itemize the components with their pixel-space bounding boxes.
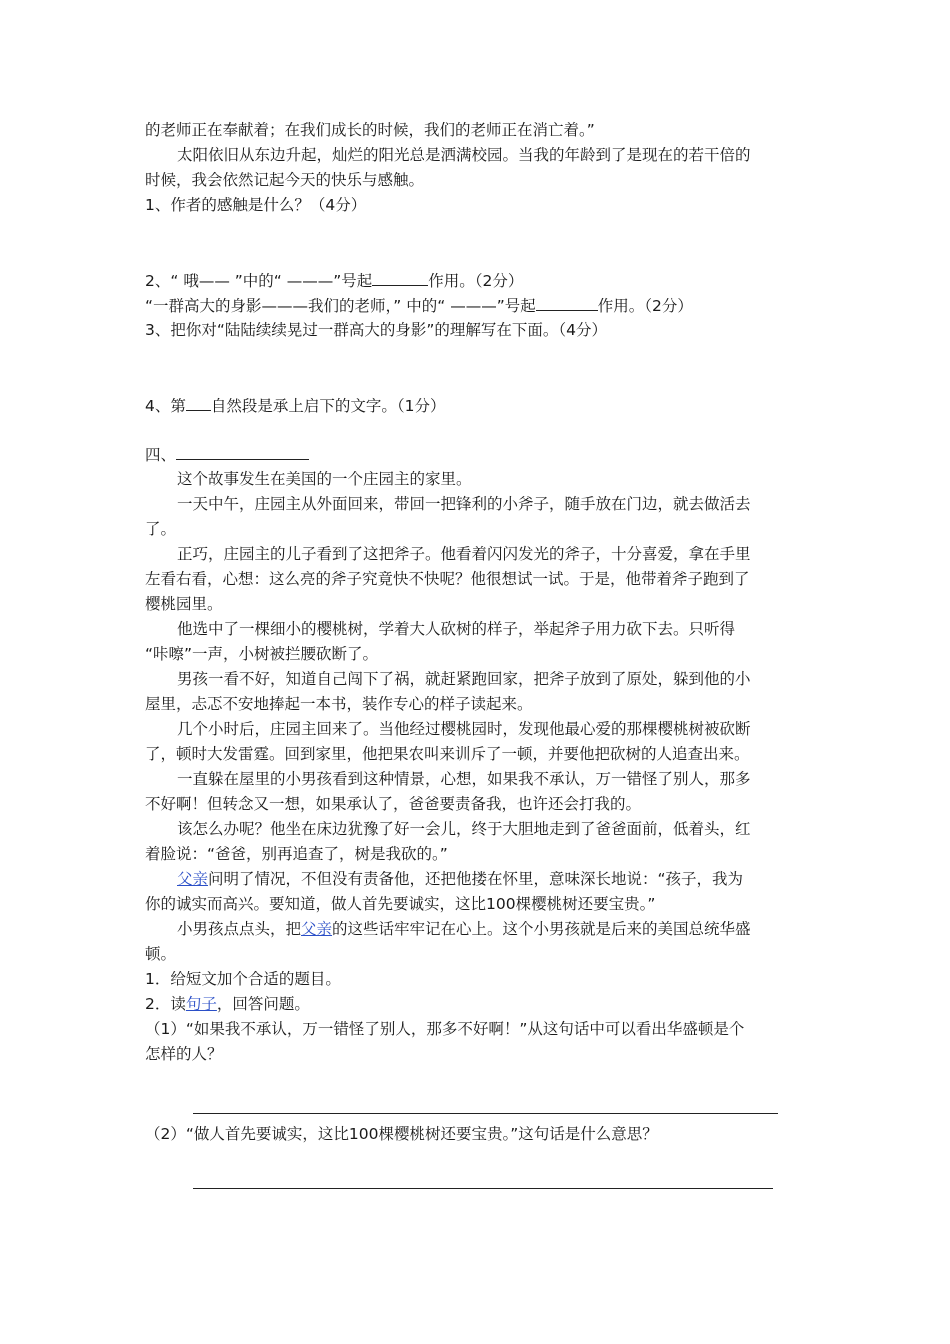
story-line: 樱桃园里。: [145, 595, 223, 613]
sentence-link[interactable]: 句子: [185, 995, 217, 1013]
answer-blank[interactable]: [536, 293, 598, 311]
story-line: 你的诚实而高兴。要知道，做人首先要诚实，这比100棵樱桃树还要宝贵。”: [145, 895, 656, 913]
answer-line[interactable]: [193, 1188, 773, 1189]
story-line: 正巧，庄园主的儿子看到了这把斧子。他看着闪闪发光的斧子，十分喜爱，拿在手里: [177, 545, 751, 563]
story-line: 一直躲在屋里的小男孩看到这种情景，心想，如果我不承认，万一错怪了别人，那多: [177, 770, 751, 788]
passage-line: 的老师正在奉献着；在我们成长的时候，我们的老师正在消亡着。”: [145, 121, 595, 139]
question-text: 2．读: [145, 995, 186, 1013]
story-line: 着脸说：“爸爸，别再追查了，树是我砍的。”: [145, 845, 448, 863]
question-4-1: 1．给短文加个合适的题目。: [145, 970, 341, 988]
father-link[interactable]: 父亲: [301, 920, 333, 938]
question-4-2-1: （1）“如果我不承认，万一错怪了别人，那多不好啊！”从这句话中可以看出华盛顿是个: [145, 1020, 745, 1038]
story-line: 了，顿时大发雷霆。回到家里，他把果农叫来训斥了一顿，并要他把砍树的人追查出来。: [145, 745, 750, 763]
question-3: 3、把你对“陆陆续续晃过一群高大的身影”的理解写在下面。（4分）: [145, 321, 608, 339]
story-text: 的这些话牢牢记在心上。这个小男孩就是后来的美国总统华盛: [332, 920, 751, 938]
story-line: 几个小时后，庄园主回来了。当他经过樱桃园时，发现他最心爱的那棵樱桃树被砍断: [177, 720, 751, 738]
story-line: 顿。: [145, 945, 177, 963]
story-text: 小男孩点点头，把: [177, 920, 302, 938]
section-4-heading: [145, 442, 810, 467]
story-line: [145, 867, 810, 892]
question-4-2: [145, 992, 810, 1017]
story-line: “咔嚓”一声，小树被拦腰砍断了。: [145, 645, 379, 663]
question-2b: [145, 293, 810, 318]
story-line: 了。: [145, 520, 177, 538]
question-4: [145, 393, 810, 418]
story-line: 这个故事发生在美国的一个庄园主的家里。: [177, 470, 472, 488]
passage-line: 太阳依旧从东边升起，灿烂的阳光总是洒满校园。当我的年龄到了是现在的若干倍的: [177, 146, 751, 164]
story-line: 男孩一看不好，知道自己闯下了祸，就赶紧跑回家，把斧子放到了原处，躲到他的小: [177, 670, 751, 688]
question-4-text: 4、第: [145, 397, 186, 415]
question-4-2-1: 怎样的人？: [145, 1045, 223, 1063]
section-number: 四、: [145, 446, 177, 464]
question-2a-suffix: 作用。（2分）: [428, 272, 524, 290]
answer-blank[interactable]: [372, 268, 428, 286]
passage-line: 时候，我会依然记起今天的快乐与感触。: [145, 171, 425, 189]
story-line: 左看右看，心想：这么亮的斧子究竟快不快呢？他很想试一试。于是，他带着斧子跑到了: [145, 570, 750, 588]
story-line: 该怎么办呢？他坐在床边犹豫了好一会儿，终于大胆地走到了爸爸面前，低着头，红: [177, 820, 751, 838]
worksheet-page: [145, 118, 810, 1067]
question-2a-text: 2、“ 哦—— ”中的“ ———”号起: [145, 272, 373, 290]
story-line: 屋里，忐忑不安地捧起一本书，装作专心的样子读起来。: [145, 695, 533, 713]
question-text: ，回答问题。: [216, 995, 310, 1013]
story-text: 问明了情况，不但没有责备他，还把他搂在怀里，意味深长地说：“孩子，我为: [208, 870, 744, 888]
father-link[interactable]: 父亲: [177, 870, 209, 888]
question-1: 1、作者的感触是什么？（4分）: [145, 196, 367, 214]
story-line: 他选中了一棵细小的樱桃树，学着大人砍树的样子，举起斧子用力砍下去。只听得: [177, 620, 736, 638]
story-line: 不好啊！但转念又一想，如果承认了，爸爸要责备我，也许还会打我的。: [145, 795, 642, 813]
answer-blank[interactable]: [186, 393, 211, 411]
title-blank[interactable]: [176, 442, 309, 460]
question-2b-text: “一群高大的身影———我们的老师，” 中的“ ———”号起: [145, 297, 536, 315]
question-2b-suffix: 作用。（2分）: [597, 297, 693, 315]
question-4-2-2: （2）“做人首先要诚实，这比100棵樱桃树还要宝贵。”这句话是什么意思？: [145, 1125, 658, 1143]
story-line: 一天中午，庄园主从外面回来，带回一把锋利的小斧子，随手放在门边，就去做活去: [177, 495, 751, 513]
answer-line[interactable]: [193, 1113, 778, 1114]
story-line: [145, 917, 810, 942]
question-2a: [145, 268, 810, 293]
question-4-suffix: 自然段是承上启下的文字。（1分）: [210, 397, 446, 415]
